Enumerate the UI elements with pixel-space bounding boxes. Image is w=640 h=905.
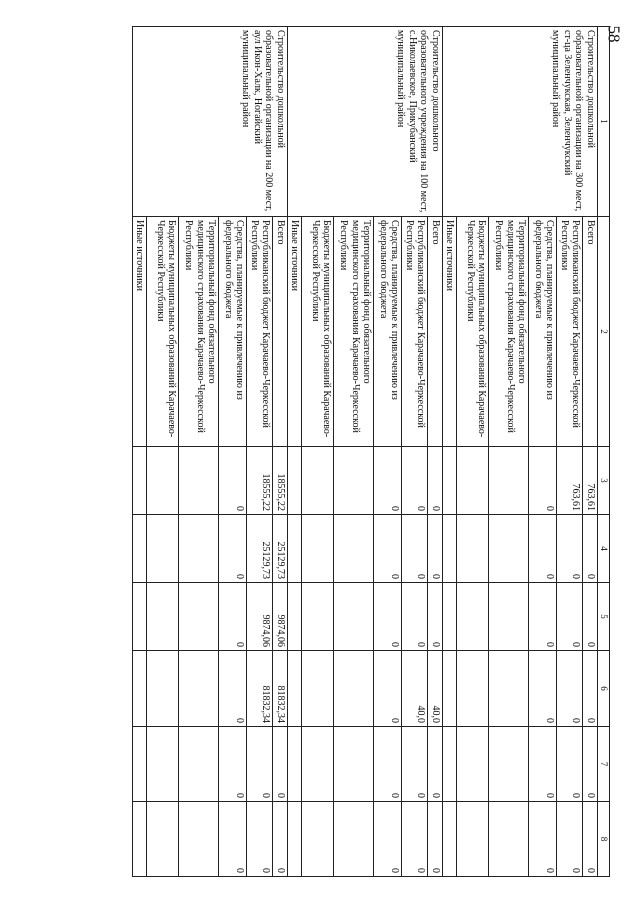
funding-source: Средства, планируемые к привлечению из федерального бюджета [219, 217, 247, 447]
value-cell-c7: 0 [219, 727, 247, 802]
value-cell-c3 [457, 447, 489, 515]
value-cell-c3 [288, 447, 303, 515]
funding-source: Средства, планируемые к привлечению из федерального бюджета [529, 217, 557, 447]
value-cell-c6: 0 [583, 651, 598, 727]
value-cell-c4 [288, 515, 303, 583]
value-cell-c4: 0 [529, 515, 557, 583]
value-cell-c3 [334, 447, 374, 515]
value-cell-c5: 0 [583, 583, 598, 651]
value-cell-c5: 0 [557, 583, 583, 651]
value-cell-c8: 0 [247, 802, 273, 877]
col-num-8: 8 [598, 802, 610, 877]
value-cell-c8 [133, 802, 148, 877]
value-cell-c6 [334, 651, 374, 727]
value-cell-c3: 763,61 [583, 447, 598, 515]
value-cell-c6 [489, 651, 529, 727]
value-cell-c5: 0 [374, 583, 402, 651]
value-cell-c3 [133, 447, 148, 515]
col-num-6: 6 [598, 651, 610, 727]
funding-source: Иные источники [443, 217, 458, 447]
funding-source: Всего [583, 217, 598, 447]
table-row [583, 27, 598, 877]
value-cell-c8: 0 [219, 802, 247, 877]
value-cell-c7: 0 [583, 727, 598, 802]
value-cell-c6 [443, 651, 458, 727]
value-cell-c3: 18555,22 [247, 447, 273, 515]
value-cell-c8: 0 [428, 802, 443, 877]
value-cell-c8 [443, 802, 458, 877]
value-cell-c5 [288, 583, 303, 651]
value-cell-c6: 40,0 [402, 651, 428, 727]
funding-source: Бюджеты муниципальных образований Карачаево-Черкесской Республики [457, 217, 489, 447]
page-number: 58 [604, 25, 624, 43]
value-cell-c3 [302, 447, 334, 515]
value-cell-c3: 0 [374, 447, 402, 515]
value-cell-c7 [457, 727, 489, 802]
funding-source: Территориальный фонд обязательного медицинского страхования Карачаево-Черкесской Республики [334, 217, 374, 447]
value-cell-c4: 0 [583, 515, 598, 583]
value-cell-c5: 0 [219, 583, 247, 651]
value-cell-c8: 0 [583, 802, 598, 877]
funding-source: Республиканский бюджет Карачаево-Черкесской Республики [402, 217, 428, 447]
value-cell-c6 [133, 651, 148, 727]
value-cell-c3 [489, 447, 529, 515]
value-cell-c3: 0 [402, 447, 428, 515]
value-cell-c8 [302, 802, 334, 877]
value-cell-c8: 0 [529, 802, 557, 877]
value-cell-c3: 0 [219, 447, 247, 515]
value-cell-c7: 0 [557, 727, 583, 802]
value-cell-c8 [489, 802, 529, 877]
value-cell-c8 [179, 802, 219, 877]
value-cell-c7: 0 [374, 727, 402, 802]
value-cell-c4: 0 [557, 515, 583, 583]
table-body [133, 27, 598, 877]
value-cell-c6 [457, 651, 489, 727]
funding-source: Бюджеты муниципальных образований Карачаево-Черкесской Республики [147, 217, 179, 447]
value-cell-c4: 25129,73 [273, 515, 288, 583]
value-cell-c6: 81832,34 [247, 651, 273, 727]
value-cell-c5: 9874,06 [247, 583, 273, 651]
funding-source: Республиканский бюджет Карачаево-Черкесской Республики [247, 217, 273, 447]
value-cell-c4 [334, 515, 374, 583]
value-cell-c5 [443, 583, 458, 651]
value-cell-c7 [147, 727, 179, 802]
object-description: Строительство дошкольной образовательной организации на 200 мест, аул Икон-Халк, Ногайский муниципальный район [133, 27, 288, 217]
value-cell-c3 [443, 447, 458, 515]
col-num-4: 4 [598, 515, 610, 583]
value-cell-c8: 0 [273, 802, 288, 877]
funding-source: Республиканский бюджет Карачаево-Черкесской Республики [557, 217, 583, 447]
value-cell-c6: 0 [374, 651, 402, 727]
value-cell-c4: 0 [402, 515, 428, 583]
value-cell-c8: 0 [374, 802, 402, 877]
value-cell-c4 [147, 515, 179, 583]
col-num-3: 3 [598, 447, 610, 515]
value-cell-c6: 0 [557, 651, 583, 727]
value-cell-c5: 0 [428, 583, 443, 651]
value-cell-c3: 18555,22 [273, 447, 288, 515]
value-cell-c3: 763,61 [557, 447, 583, 515]
value-cell-c4: 0 [374, 515, 402, 583]
value-cell-c4: 0 [219, 515, 247, 583]
value-cell-c8 [457, 802, 489, 877]
value-cell-c5 [179, 583, 219, 651]
value-cell-c5 [133, 583, 148, 651]
value-cell-c7: 0 [247, 727, 273, 802]
value-cell-c7 [288, 727, 303, 802]
value-cell-c5: 9874,06 [273, 583, 288, 651]
value-cell-c6 [179, 651, 219, 727]
funding-source: Средства, планируемые к привлечению из федерального бюджета [374, 217, 402, 447]
value-cell-c4 [133, 515, 148, 583]
value-cell-c4 [489, 515, 529, 583]
value-cell-c7 [179, 727, 219, 802]
column-number-row [598, 27, 610, 877]
value-cell-c6: 0 [219, 651, 247, 727]
value-cell-c8 [334, 802, 374, 877]
value-cell-c7 [489, 727, 529, 802]
funding-source: Территориальный фонд обязательного медицинского страхования Карачаево-Черкесской Республики [179, 217, 219, 447]
funding-table [132, 26, 610, 877]
value-cell-c7 [334, 727, 374, 802]
value-cell-c6: 40,0 [428, 651, 443, 727]
value-cell-c3: 0 [529, 447, 557, 515]
funding-source: Всего [428, 217, 443, 447]
value-cell-c4: 0 [428, 515, 443, 583]
value-cell-c8: 0 [402, 802, 428, 877]
value-cell-c4 [179, 515, 219, 583]
col-num-5: 5 [598, 583, 610, 651]
value-cell-c5: 0 [402, 583, 428, 651]
value-cell-c6 [302, 651, 334, 727]
funding-source: Иные источники [133, 217, 148, 447]
value-cell-c3 [179, 447, 219, 515]
funding-source: Бюджеты муниципальных образований Карачаево-Черкесской Республики [302, 217, 334, 447]
value-cell-c5 [302, 583, 334, 651]
value-cell-c7: 0 [273, 727, 288, 802]
value-cell-c7: 0 [529, 727, 557, 802]
funding-source: Территориальный фонд обязательного медицинского страхования Карачаево-Черкесской Республики [489, 217, 529, 447]
value-cell-c7: 0 [402, 727, 428, 802]
col-num-1: 1 [598, 27, 610, 217]
value-cell-c7 [133, 727, 148, 802]
value-cell-c4 [457, 515, 489, 583]
value-cell-c6 [147, 651, 179, 727]
value-cell-c6: 81832,34 [273, 651, 288, 727]
value-cell-c7 [302, 727, 334, 802]
value-cell-c5 [489, 583, 529, 651]
value-cell-c7 [443, 727, 458, 802]
value-cell-c5 [334, 583, 374, 651]
value-cell-c7: 0 [428, 727, 443, 802]
object-description: Строительство дошкольного образовательного учреждения на 100 мест, с.Николаевское, Прикубанский муниципальный район [288, 27, 443, 217]
rotated-table-wrapper [50, 26, 610, 876]
value-cell-c8 [147, 802, 179, 877]
funding-source: Иные источники [288, 217, 303, 447]
col-num-2: 2 [598, 217, 610, 447]
value-cell-c3: 0 [428, 447, 443, 515]
value-cell-c8: 0 [557, 802, 583, 877]
value-cell-c4 [302, 515, 334, 583]
object-description: Строительство дошкольной образовательной организации на 300 мест, ст-ца Зеленчукская, Зеленчукский муниципальный район [443, 27, 598, 217]
col-num-7: 7 [598, 727, 610, 802]
value-cell-c4: 25129,73 [247, 515, 273, 583]
value-cell-c5: 0 [529, 583, 557, 651]
table-row [428, 27, 443, 877]
value-cell-c4 [443, 515, 458, 583]
value-cell-c6 [288, 651, 303, 727]
table-row [273, 27, 288, 877]
funding-source: Всего [273, 217, 288, 447]
value-cell-c6: 0 [529, 651, 557, 727]
value-cell-c8 [288, 802, 303, 877]
value-cell-c5 [147, 583, 179, 651]
value-cell-c3 [147, 447, 179, 515]
value-cell-c5 [457, 583, 489, 651]
